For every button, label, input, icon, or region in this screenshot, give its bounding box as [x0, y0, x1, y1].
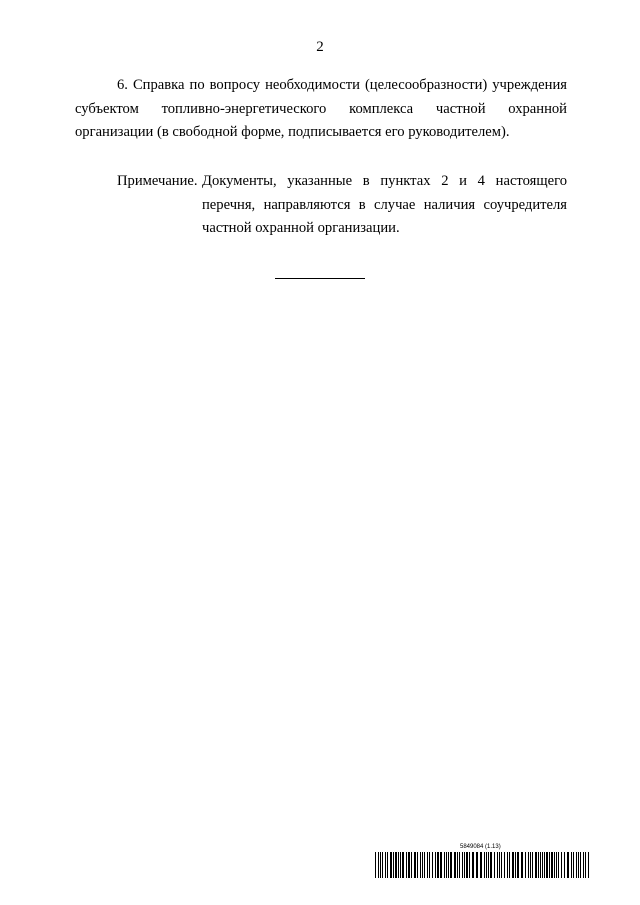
barcode-bar [558, 852, 559, 878]
barcode-bar [420, 852, 421, 878]
barcode-bar [578, 852, 579, 878]
barcode-bar [488, 852, 489, 878]
barcode-bar [382, 852, 383, 878]
barcode-bar [387, 852, 388, 878]
barcode-bar [576, 852, 577, 878]
barcode-bar [393, 852, 394, 878]
barcode-bar [515, 852, 516, 878]
barcode-bar [556, 852, 557, 878]
barcode-bar [484, 852, 485, 878]
barcode-bar [440, 852, 442, 878]
barcode-bar [580, 852, 581, 878]
barcode-bar [573, 852, 574, 878]
barcode-bar [497, 852, 498, 878]
barcode-bar [567, 852, 569, 878]
barcode-bar [385, 852, 386, 878]
barcode-bar [490, 852, 492, 878]
barcode-bar [528, 852, 529, 878]
end-rule [275, 278, 365, 279]
barcode-bar [448, 852, 449, 878]
barcode-bar [512, 852, 514, 878]
barcode-bar [380, 852, 381, 878]
barcode-bar [390, 852, 392, 878]
barcode-bar [406, 852, 407, 878]
barcode-bar [571, 852, 572, 878]
barcode-bar [437, 852, 439, 878]
barcode-bar [561, 852, 562, 878]
barcode-bar [450, 852, 452, 878]
barcode-bar [429, 852, 430, 878]
barcode-bar [457, 852, 458, 878]
barcode-bar [432, 852, 433, 878]
barcode-bar [564, 852, 565, 878]
barcode-bar [472, 852, 474, 878]
barcode-bar [517, 852, 519, 878]
barcode-bar [554, 852, 555, 878]
barcode-bar [486, 852, 487, 878]
barcode-bar [546, 852, 548, 878]
barcode-bar [464, 852, 465, 878]
barcode-bar [501, 852, 502, 878]
barcode-bar [494, 852, 495, 878]
paragraph-6: 6. Справка по вопросу необходимости (целесообразности) учреждения субъектом топливно-энергетического комплекса частной охранной организации (в свободной форме, подписывается его руководителем). [75, 77, 567, 140]
barcode-bar [424, 852, 425, 878]
barcode-bar [417, 852, 418, 878]
barcode-bar [422, 852, 423, 878]
barcode-bar [583, 852, 584, 878]
barcode-bar [375, 852, 376, 878]
barcode-bar [400, 852, 401, 878]
barcode-bar [408, 852, 410, 878]
barcode-bar [446, 852, 447, 878]
barcode-bar [462, 852, 463, 878]
barcode-bar [378, 852, 379, 878]
barcode-bar [544, 852, 545, 878]
barcode-bar [540, 852, 541, 878]
barcode-bar [530, 852, 531, 878]
barcode-bar [459, 852, 460, 878]
barcode-bar [549, 852, 550, 878]
barcode-bar [480, 852, 482, 878]
barcode-bar [551, 852, 553, 878]
barcode-bar [509, 852, 510, 878]
barcode-bar [398, 852, 399, 878]
barcode-bar [466, 852, 468, 878]
barcode-bar [538, 852, 539, 878]
barcode-bar [476, 852, 478, 878]
barcode-bar [585, 852, 586, 878]
barcode-bar [395, 852, 397, 878]
barcode-bar [535, 852, 537, 878]
barcode-bar [444, 852, 445, 878]
barcode-bar [414, 852, 416, 878]
barcode-bar [402, 852, 404, 878]
note-text: Документы, указанные в пунктах 2 и 4 настоящего перечня, направляются в случае наличия соучредителя частной охранной организации. [202, 173, 567, 236]
barcode-bar [411, 852, 412, 878]
barcode-bar [588, 852, 589, 878]
barcode-bar [525, 852, 526, 878]
barcode-bar [499, 852, 500, 878]
barcode-bar [521, 852, 523, 878]
page-number: 2 [316, 39, 324, 55]
barcode-bar [427, 852, 428, 878]
barcode-bar [507, 852, 508, 878]
barcode-caption: 5849084 (1.13) [460, 844, 501, 850]
barcode-bar [435, 852, 436, 878]
barcode-image [375, 852, 590, 878]
note-label: Примечание. [117, 173, 198, 189]
barcode-bar [469, 852, 470, 878]
barcode-bar [504, 852, 505, 878]
barcode-bar [542, 852, 543, 878]
barcode-bar [532, 852, 533, 878]
barcode-bar [454, 852, 456, 878]
